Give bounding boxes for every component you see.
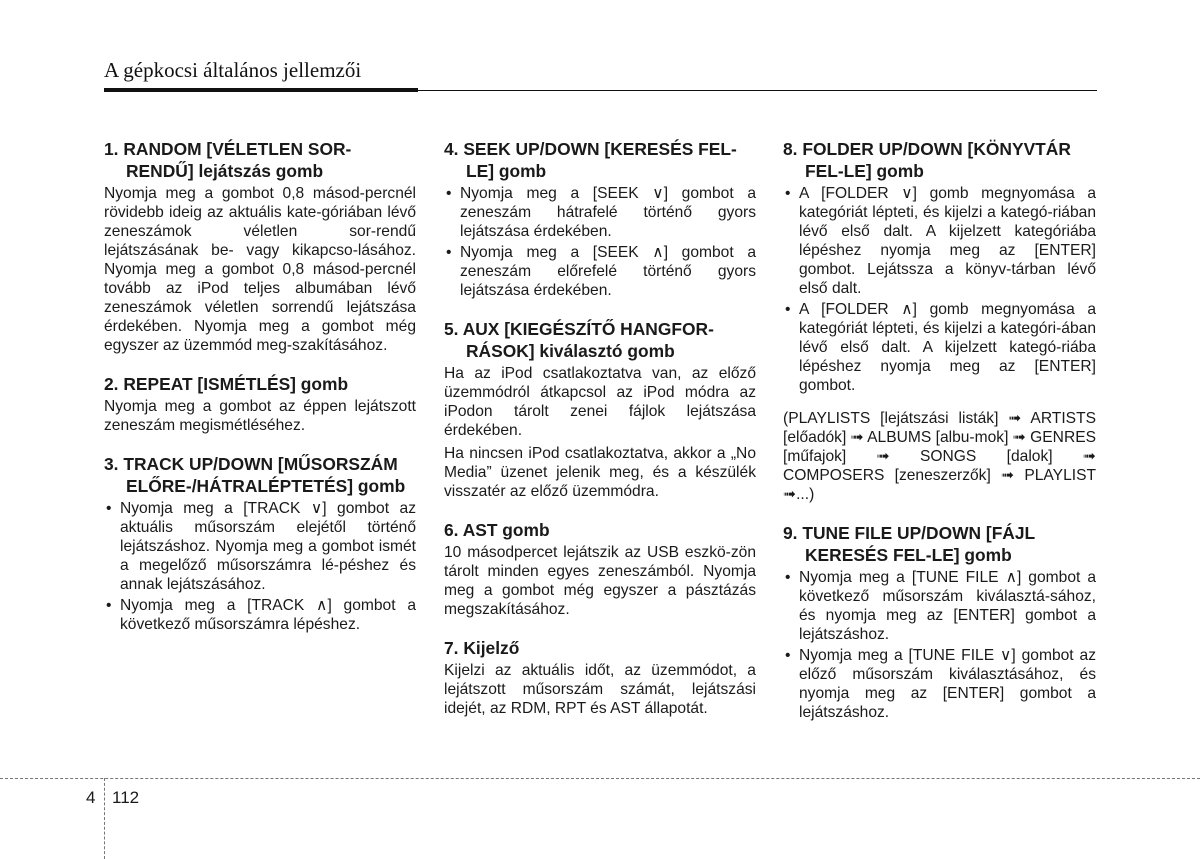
section-title-folder: 8. FOLDER UP/DOWN [KÖNYVTÁR FEL-LE] gomb xyxy=(783,139,1071,181)
section-track xyxy=(104,453,416,634)
section-repeat xyxy=(104,373,416,435)
section-tune-file xyxy=(783,522,1096,722)
page-number: 112 xyxy=(112,788,140,807)
section-display xyxy=(444,637,756,718)
section-text-repeat: Nyomja meg a gombot az éppen lejátszott zeneszám megismétléséhez. xyxy=(104,398,416,434)
folder-list xyxy=(783,184,1096,395)
section-title-display: 7. Kijelző xyxy=(444,638,520,658)
section-title-seek: 4. SEEK UP/DOWN [KERESÉS FEL-LE] gomb xyxy=(444,139,737,181)
column-2 xyxy=(444,138,756,736)
section-title-aux: 5. AUX [KIEGÉSZÍTŐ HANGFOR-RÁSOK] kiválasztó gomb xyxy=(444,319,714,361)
section-ast xyxy=(444,519,756,619)
page-header-title: A gépkocsi általános jellemzői xyxy=(104,58,362,82)
list-item: • Nyomja meg a [SEEK ∧] gombot a zeneszám előrefelé történő gyors lejátszása érdekében. xyxy=(444,243,756,300)
section-text-display: Kijelzi az aktuális időt, az üzemmódot, a lejátszott műsorszám számát, lejátszási idejét, az RDM, RPT és AST állapotát. xyxy=(444,662,756,717)
section-random xyxy=(104,138,416,355)
footer-vertical-divider xyxy=(104,778,105,859)
section-title-repeat: 2. REPEAT [ISMÉTLÉS] gomb xyxy=(104,374,349,394)
section-title-random: 1. RANDOM [VÉLETLEN SOR-RENDŰ] lejátszás gomb xyxy=(104,139,352,181)
column-3 xyxy=(783,138,1096,740)
seek-list xyxy=(444,184,756,300)
column-1 xyxy=(104,138,416,652)
chapter-number: 4 xyxy=(86,788,96,807)
section-title-track: 3. TRACK UP/DOWN [MŰSORSZÁM ELŐRE-/HÁTRALÉPTETÉS] gomb xyxy=(104,454,406,496)
section-title-tune-file: 9. TUNE FILE UP/DOWN [FÁJL KERESÉS FEL-LE] gomb xyxy=(783,523,1035,565)
track-list xyxy=(104,499,416,634)
tune-file-list xyxy=(783,568,1096,722)
section-text-ast: 10 másodpercet lejátszik az USB eszkö-zön tárolt minden egyes zeneszámból. Nyomja meg a gombot még egyszer a pásztázás megszakításához. xyxy=(444,544,756,618)
footer-divider xyxy=(0,778,1200,779)
section-seek xyxy=(444,138,756,300)
list-item: • Nyomja meg a [TUNE FILE ∧] gombot a következő műsorszám kiválasztá-sához, és nyomja meg az [ENTER] gombot a lejátszáshoz. xyxy=(783,568,1096,644)
list-item: • Nyomja meg a [TUNE FILE ∨] gombot az előző műsorszám kiválasztásához, és nyomja meg az [ENTER] gombot a lejátszáshoz. xyxy=(783,646,1096,722)
list-item: • Nyomja meg a [SEEK ∨] gombot a zeneszám hátrafelé történő gyors lejátszása érdekében. xyxy=(444,184,756,241)
list-item: • A [FOLDER ∧] gomb megnyomása a kategóriát lépteti, és kijelzi a kategóri-ában lévő első dalt. A kijelzett kategó-riába lépéshez nyomja meg az [ENTER] gombot. xyxy=(783,300,1096,395)
section-text-aux-1: Ha az iPod csatlakoztatva van, az előző üzemmódról átkapcsol az iPod módra az iPodon tárolt zenei fájlok lejátszása érdekében. xyxy=(444,365,756,439)
section-text-aux-2: Ha nincsen iPod csatlakoztatva, akkor a „No Media” üzenet jelenik meg, és a készülék visszatér az előző üzemmódra. xyxy=(444,445,756,500)
list-item: • Nyomja meg a [TRACK ∨] gombot az aktuális műsorszám elejétől történő lejátszáshoz. Nyomja meg a gombot ismét a megelőző műsorszámra lé-péshez és annak lejátszásához. xyxy=(104,499,416,594)
list-item: • Nyomja meg a [TRACK ∧] gombot a következő műsorszámra lépéshez. xyxy=(104,596,416,634)
section-text-random: Nyomja meg a gombot 0,8 másod-percnél rövidebb ideig az aktuális kate-góriában lévő zeneszámok véletlen sor-rendű lejátszásának be- vagy kikapcso-lásához. Nyomja meg a gombot 0,8 másod-percnél tovább az iPod teljes albumában lévő zeneszámok véletlen sorrendű lejátszása érdekében. Nyomja meg a gombot még egyszer az üzemmód meg-szakításához. xyxy=(104,185,416,354)
section-folder xyxy=(783,138,1096,504)
category-order-note: (PLAYLISTS [lejátszási listák] ➟ ARTISTS [előadók] ➟ ALBUMS [albu-mok] ➟ GENRES [műfajok] ➟ SONGS [dalok] ➟ COMPOSERS [zeneszerzők] ➟ PLAYLIST ➟...) xyxy=(783,410,1097,503)
section-title-ast: 6. AST gomb xyxy=(444,520,550,540)
header-rule-thin xyxy=(104,90,1097,91)
section-aux xyxy=(444,318,756,501)
list-item: • A [FOLDER ∨] gomb megnyomása a kategóriát lépteti, és kijelzi a kategó-riában lévő első dalt. A kijelzett kategóriába lépéshez nyomja meg az [ENTER] gombot. Lejátssza a könyv-tárban lévő első dalt. xyxy=(783,184,1096,298)
